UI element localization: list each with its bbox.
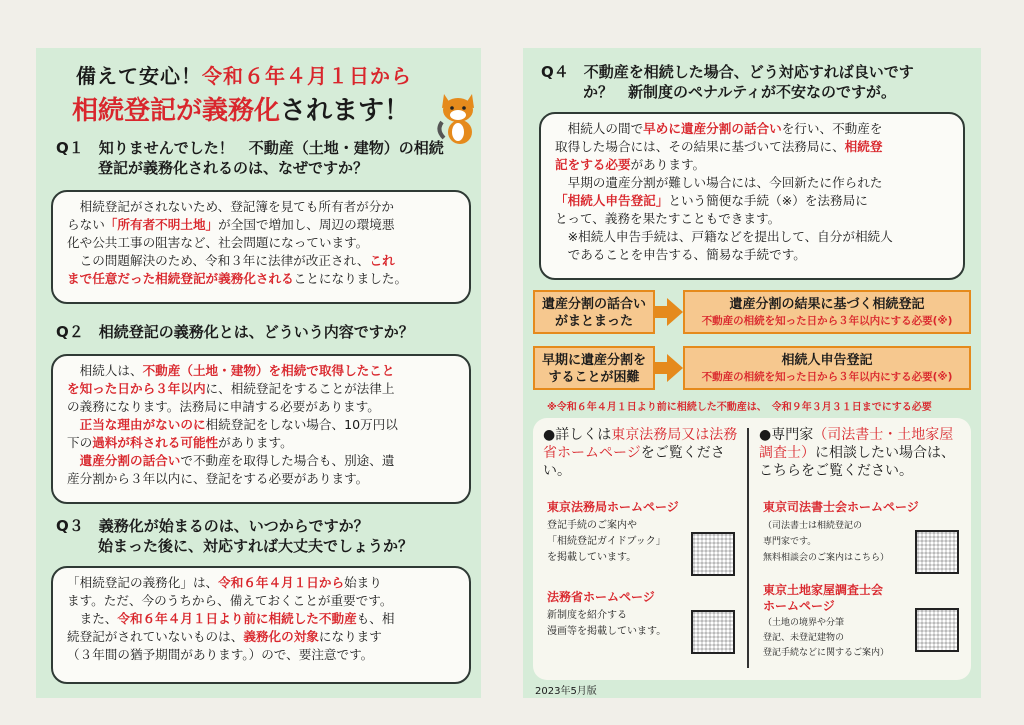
qr-code-icon[interactable] [915,530,959,574]
q3-head-2: 始まった後に、対応すれば大丈夫でしょうか？ [98,537,414,555]
q4-heading [541,62,914,102]
flow-arrow2-icon [667,354,683,382]
q3-a1-post: 始まり [344,575,382,590]
q3-head-1: Q３ 義務化が始まるのは、いつからですか？ [56,517,369,535]
flow-row2-right [683,346,971,390]
q3-a3 [67,610,455,628]
info-left-intro [543,426,739,480]
right-panel [523,48,981,698]
q2-a6-red: 遺産分割の話合い [67,453,181,468]
info-right-desc1: （司法書士は相続登記の 専門家です。 無料相談会のご案内はこちら） [763,521,890,563]
q2-a1-pre: 相続人は、 [67,363,143,378]
q1-heading [56,138,444,178]
flow-note: ※令和６年４月１日より前に相続した不動産は、 令和９年３月３１日までにする必要 [547,402,932,413]
q3-a4-post: になります [318,629,382,644]
info-left-intro-pre: ●詳しくは [543,427,612,443]
q2-a3: の義務になります。法務局に申請する必要があります。 [67,399,380,414]
qr-code-icon[interactable] [691,532,735,576]
q1-a4 [67,252,455,270]
q4-a5-post: という簡便な手続（※）を法務局に [668,193,868,208]
q1-a3: 化や公共工事の阻害など、社会問題になっています。 [67,235,369,250]
title2-a: 相続登記が義務化 [72,96,281,126]
q1-a5-post: ことになりました。 [293,271,408,286]
q1-head-1: Q１ 知りませんでした！ 不動産（土地・建物）の相続 [56,139,444,157]
q2-heading [56,322,414,342]
q4-a3 [555,156,949,174]
title1-b: 令和６年４月１日から [202,64,412,88]
title-line-2 [72,90,410,127]
flow-row1-right [683,290,971,334]
q3-a4-red: 義務化の対象 [243,629,319,644]
q2-answer [51,354,471,504]
q4-head-2: か？ 新制度のペナルティが不安なのですが。 [583,83,897,101]
left-panel [36,48,481,698]
q1-a2-red: 「所有者不明土地」 [104,217,219,232]
qr-code-icon[interactable] [691,610,735,654]
q2-a5 [67,434,455,452]
flow-arrow1-icon [667,298,683,326]
q4-head-1: Q４ 不動産を相続した場合、どう対応すれば良いです [541,63,914,81]
link-tokyo-legal-affairs[interactable]: 東京法務局ホームページ [547,500,679,514]
title2-b: されます！ [280,96,411,126]
q4-a3-red: 記をする必要 [555,157,631,172]
q1-head-2: 登記が義務化されるのは、なぜですか？ [98,159,369,177]
q1-a2-pre: らない [67,217,105,232]
q4-a2-pre: 取得した場合には、その結果に基づいて法務局に、 [555,139,845,154]
q4-a4: 早期の遺産分割が難しい場合には、今回新たに作られた [555,175,883,190]
q1-a1: 相続登記がされないため、登記簿を見ても所有者が分か [67,199,394,214]
q4-a1-post: を行い、不動産を [781,121,883,136]
q4-a5 [555,192,949,210]
q2-a2 [67,380,455,398]
info-left-desc1: 登記手続のご案内や 「相続登記ガイドブック」 を掲載しています。 [547,520,666,563]
q2-a4 [67,416,455,434]
q3-heading [56,516,413,556]
info-area [533,418,971,680]
q2-a5-red: 過料が科される可能性 [92,435,219,450]
q2-a6 [67,452,455,470]
info-right-desc2: （土地の境界や分筆 登記、未登記建物の 登記手続などに関するご案内） [763,618,890,658]
flow-row2-right-sub: 不動産の相続を知った日から３年以内にする必要(※) [701,371,953,383]
flow-row1-right-title: 遺産分割の結果に基づく相続登記 [729,297,925,312]
qr-code-icon[interactable] [915,608,959,652]
q2-head: Q２ 相続登記の義務化とは、どういう内容ですか？ [56,323,414,341]
q1-a5 [67,270,455,288]
link-tokyo-shiho-shoshi[interactable]: 東京司法書士会ホームページ [763,500,919,514]
q4-a5-red: 「相続人申告登記」 [555,193,669,208]
q4-a2 [555,138,949,156]
q1-a2 [67,216,455,234]
q3-a2: ます。ただ、今のうちから、備えておくことが重要です。 [67,593,393,608]
q2-a7: 産分割から３年以内に、登記をする必要があります。 [67,471,369,486]
q2-a4-red: 正当な理由がないのに [67,417,206,432]
q3-a3-red: 令和６年４月１日より前に相続した不動産 [117,611,357,626]
fox-mascot-icon [436,86,480,146]
info-right-intro-pre: ●専門家 [759,427,814,443]
q1-a2-post: が全国で増加し、周辺の環境悪 [218,217,395,232]
q4-a6: とって、義務を果たすこともできます。 [555,211,781,226]
q3-a5: （３年間の猶予期間があります。）ので、要注意です。 [67,647,374,662]
q1-a5-red: まで任意だった相続登記が義務化される [67,271,294,286]
q4-a1-red: 早めに遺産分割の話合い [643,121,782,136]
info-left-intro-post: をご覧ください。 [543,445,725,479]
q3-a4 [67,628,455,646]
link-ministry-of-justice[interactable]: 法務省ホームページ [547,590,655,604]
q2-a2-red: を知った日から３年以内 [67,381,206,396]
info-left-intro-red: 東京法務局又は法務省ホームページ [543,427,738,461]
title1-a: 備えて安心！ [76,64,202,88]
link-tokyo-land-surveyor[interactable]: 東京土地家屋調査士会 ホームページ [763,583,884,613]
q1-answer [51,190,471,304]
q4-answer [539,112,965,280]
q4-a2-red: 相続登 [844,139,883,154]
q3-answer [51,566,471,684]
flow-row2-right-title: 相続人申告登記 [781,353,873,368]
q3-a1-pre: 「相続登記の義務化」は、 [67,575,219,590]
q3-a4-pre: 続登記がされていないものは、 [67,629,244,644]
q2-a4-post: 相続登記をしない場合、10万円以 [205,417,398,432]
info-right-intro [759,426,959,480]
q4-a1 [555,120,949,138]
flow-row1-right-sub: 不動産の相続を知った日から３年以内にする必要(※) [701,315,953,327]
edition-label: 2023年5月版 [535,686,597,697]
q4-a1-pre: 相続人の間で [555,121,644,136]
q2-a1-red: 不動産（土地・建物）を相続で取得したこと [142,363,395,378]
q3-a1-red: 令和６年４月１日から [218,575,345,590]
q2-a2-post: に、相続登記をすることが法律上 [205,381,395,396]
q4-a8: であることを申告する、簡易な手続です。 [555,247,806,262]
info-right-intro-post: に相談したい場合は、こちらをご覧ください。 [759,445,955,479]
q2-a5-post: があります。 [218,435,293,450]
q2-a1 [67,362,455,380]
info-left-desc2: 新制度を紹介する 漫画等を掲載しています。 [547,610,667,637]
flow-row1-left: 遺産分割の話合い がまとまった [533,290,655,334]
info-right-intro-red: （司法書士・土地家屋調査士） [759,427,954,461]
flow-row2-left: 早期に遺産分割を することが困難 [533,346,655,390]
q1-a4-red: これ [369,253,395,268]
q3-a1 [67,574,455,592]
q4-a7: ※相続人申告手続は、戸籍などを提出して、自分が相続人 [555,229,893,244]
q1-a4-pre: この問題解決のため、令和３年に法律が改正され、 [67,253,370,268]
q3-a3-pre: また、 [67,611,118,626]
q3-a3-post: も、相 [356,611,395,626]
title-line-1 [76,60,412,89]
q2-a5-pre: 下の [67,435,93,450]
info-divider [747,428,749,668]
q2-a6-post: で不動産を取得した場合も、別途、遺 [180,453,395,468]
q4-a3-post: があります。 [630,157,706,172]
